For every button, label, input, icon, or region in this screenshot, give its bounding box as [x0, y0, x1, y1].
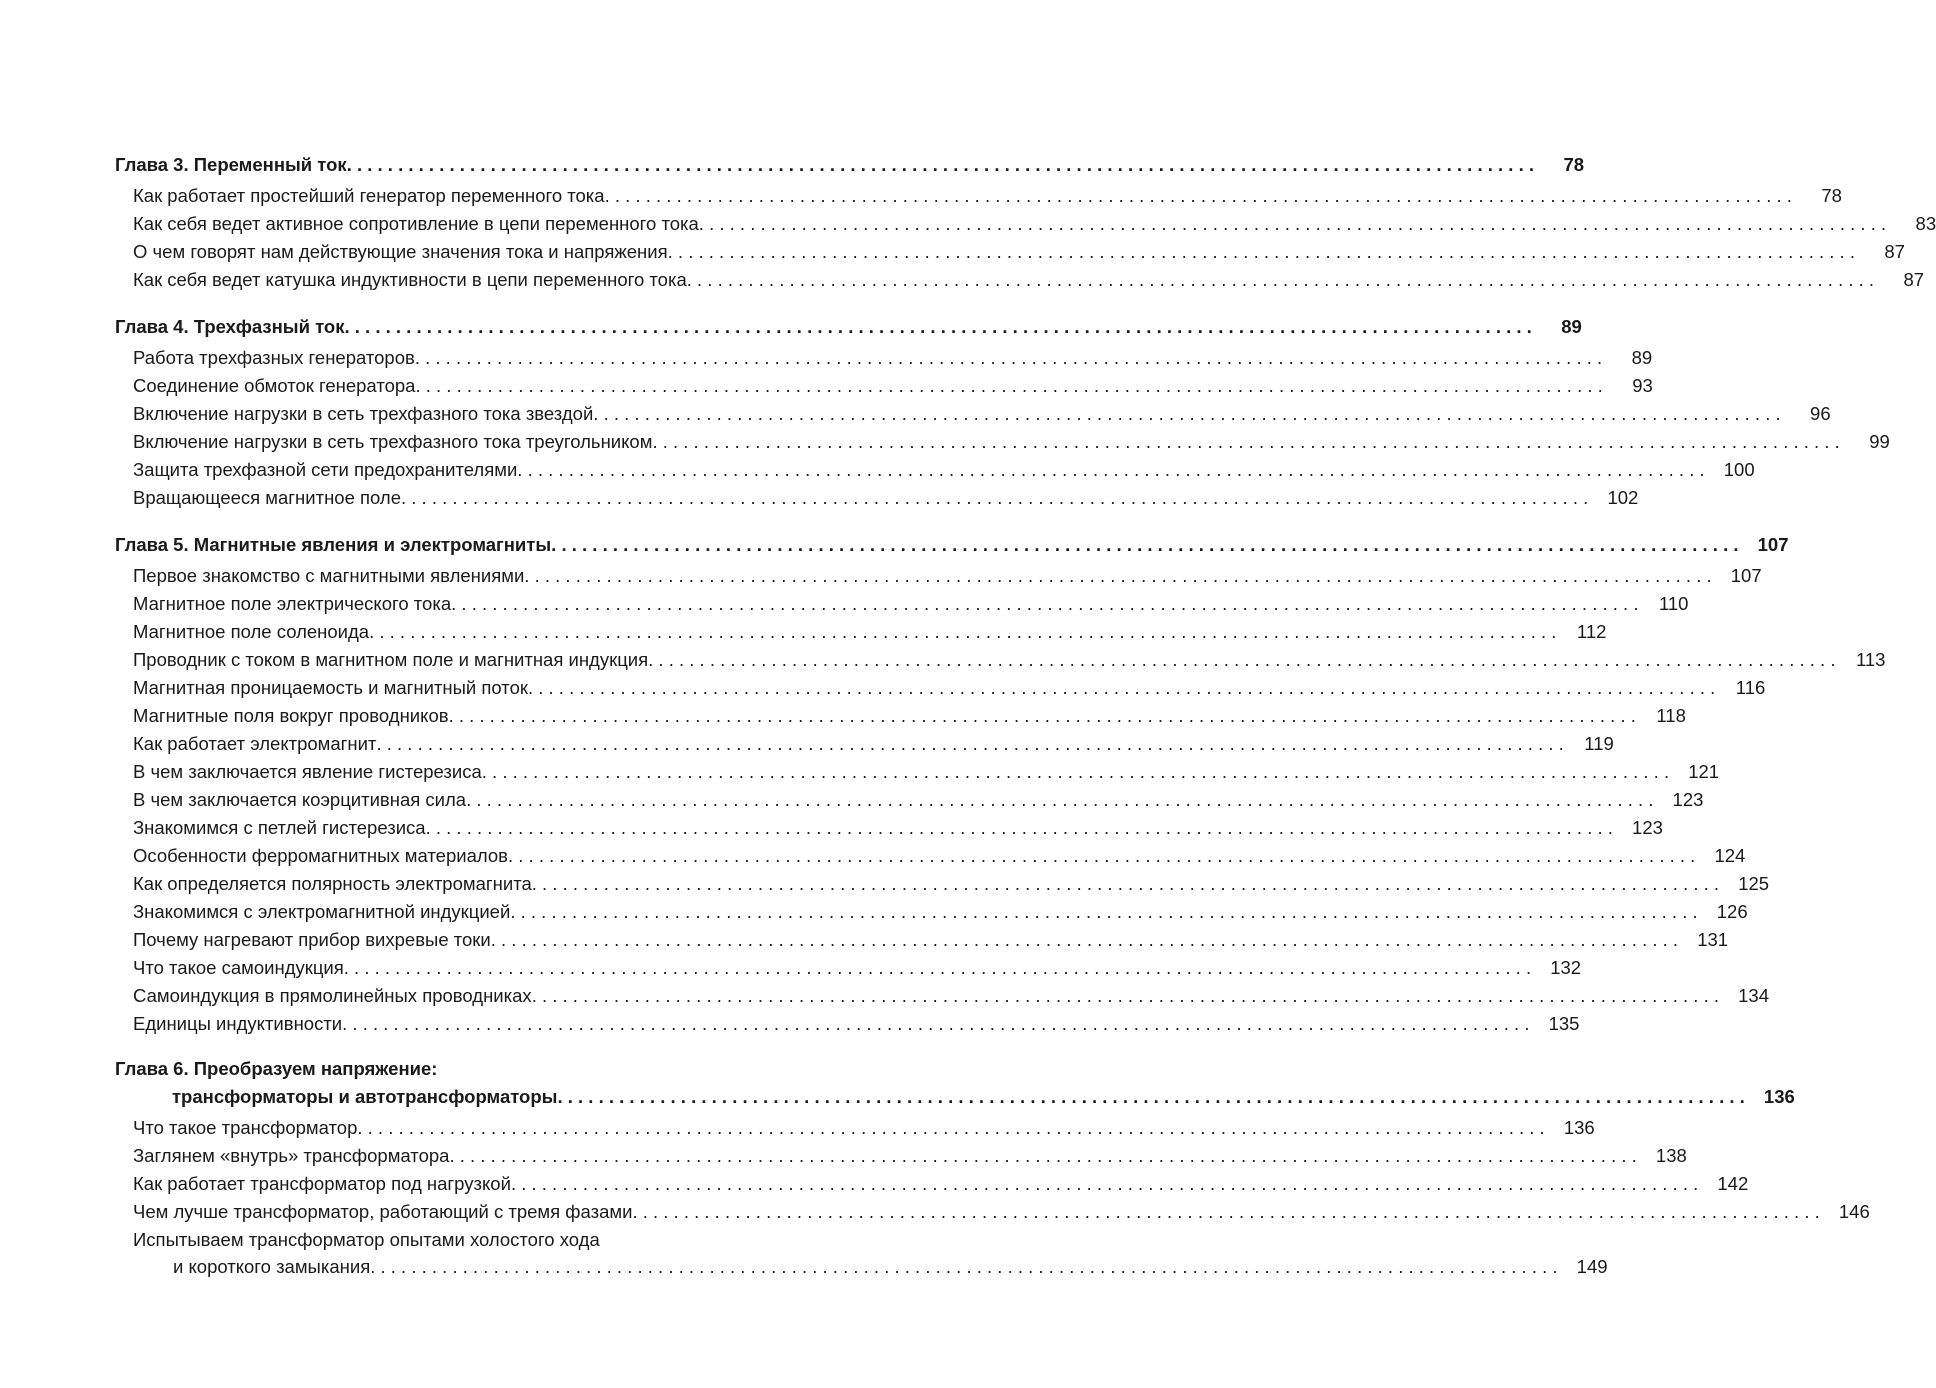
toc-entry-page: 93 — [1632, 375, 1653, 396]
toc-entry — [115, 898, 1748, 926]
dot-leader — [482, 758, 1669, 786]
toc-entry — [115, 182, 1842, 210]
toc-entry-page: 125 — [1738, 873, 1770, 894]
toc-entry-title: Знакомимся с петлей гистерезиса — [133, 817, 426, 838]
toc-entry — [115, 926, 1729, 954]
chapter-heading-page: 107 — [1757, 534, 1789, 555]
toc-entry-page: 107 — [1730, 565, 1762, 586]
chapter-heading — [115, 1056, 1795, 1112]
dot-leader — [491, 926, 1678, 954]
toc-entry — [115, 786, 1704, 814]
dot-leader — [593, 400, 1780, 428]
dot-leader — [451, 590, 1638, 618]
chapter-heading-title: Глава 5. Магнитные явления и электромагниты — [115, 534, 552, 555]
toc-entry-title: Включение нагрузки в сеть трехфазного тока звездой — [133, 403, 594, 424]
chapter-section — [115, 312, 1890, 512]
dot-leader — [415, 344, 1602, 372]
dot-leader — [510, 898, 1697, 926]
toc-entry-page: 102 — [1607, 487, 1639, 508]
toc-entry-title: Магнитное поле электрического тока — [133, 593, 452, 614]
toc-entry-page: 110 — [1658, 593, 1689, 614]
toc-entry-page: 146 — [1838, 1201, 1870, 1222]
toc-entry — [115, 730, 1614, 758]
chapter-section — [115, 1056, 1870, 1280]
toc-entry-page: 78 — [1821, 185, 1842, 206]
chapter-heading-page: 78 — [1563, 154, 1585, 175]
toc-entry-page: 113 — [1855, 649, 1886, 670]
dot-leader — [415, 372, 1602, 400]
toc-entry-title: Заглянем «внутрь» трансформатора — [133, 1145, 450, 1166]
toc-entry — [115, 210, 1936, 238]
toc-entry — [115, 400, 1831, 428]
toc-entry-page: 87 — [1903, 269, 1925, 290]
toc-entry-title: Как работает трансформатор под нагрузкой — [133, 1173, 511, 1194]
chapter-heading-title: Глава 3. Переменный ток — [115, 154, 347, 175]
dot-leader — [524, 562, 1711, 590]
toc-entry-title: Особенности ферромагнитных материалов — [133, 845, 508, 866]
toc-entry-title: Первое знакомство с магнитными явлениями — [133, 565, 525, 586]
dot-leader — [401, 484, 1588, 512]
toc-entry-page: 118 — [1656, 705, 1686, 726]
toc-entry-page: 99 — [1869, 431, 1890, 452]
toc-entry-page: 134 — [1738, 985, 1770, 1006]
toc-entry — [115, 562, 1762, 590]
toc-entry-page: 142 — [1717, 1173, 1749, 1194]
dot-leader — [369, 618, 1556, 646]
dot-leader — [466, 786, 1653, 814]
toc-entry-title: Соединение обмоток генератора — [133, 375, 416, 396]
toc-entry-title: В чем заключается явление гистерезиса — [133, 761, 482, 782]
toc-entry — [115, 1198, 1870, 1226]
dot-leader — [668, 238, 1855, 266]
dot-leader — [652, 428, 1839, 456]
toc-entry — [115, 1142, 1687, 1170]
chapter-heading-title: Глава 4. Трехфазный ток — [115, 316, 345, 337]
toc-entry-page: 100 — [1723, 459, 1755, 480]
toc-entry — [115, 814, 1663, 842]
toc-entry — [115, 618, 1607, 646]
toc-entry — [115, 646, 1886, 674]
dot-leader — [532, 982, 1719, 1010]
toc-entry — [115, 344, 1653, 372]
chapter-section — [115, 530, 1886, 1038]
toc-entry-page: 83 — [1915, 213, 1936, 234]
chapter-heading — [115, 150, 1585, 180]
toc-entry-title: Почему нагревают прибор вихревые токи — [133, 929, 491, 950]
toc-entry-page: 149 — [1576, 1256, 1608, 1277]
toc-entry-title: Магнитное поле соленоида — [133, 621, 370, 642]
chapter-heading — [115, 312, 1582, 342]
dot-leader — [557, 1082, 1744, 1112]
toc-entry-page: 119 — [1584, 733, 1614, 754]
dot-leader — [648, 646, 1835, 674]
toc-entry-title: Что такое трансформатор — [133, 1117, 358, 1138]
toc-entry-title: О чем говорят нам действующие значения тока и напряжения — [133, 241, 668, 262]
toc-entry-title: Как определяется полярность электромагнита — [133, 873, 532, 894]
dot-leader — [426, 814, 1613, 842]
toc-entry-title: Как себя ведет активное сопротивление в цепи переменного тока — [133, 213, 699, 234]
chapter-heading — [115, 530, 1789, 560]
chapter-heading-page: 136 — [1763, 1086, 1795, 1107]
toc-entry-title: Вращающееся магнитное поле — [133, 487, 401, 508]
dot-leader — [687, 266, 1874, 294]
toc-entry-page: 89 — [1631, 347, 1653, 368]
dot-leader — [370, 1254, 1557, 1280]
toc-entry-title: Что такое самоиндукция — [133, 957, 344, 978]
toc-entry-page: 123 — [1672, 789, 1704, 810]
toc-entry — [115, 982, 1770, 1010]
toc-entry-page: 136 — [1563, 1117, 1595, 1138]
toc-entry — [115, 1010, 1580, 1038]
toc-entry-page: 126 — [1716, 901, 1748, 922]
toc-entry — [115, 428, 1890, 456]
toc-entry-title: Чем лучше трансформатор, работающий с тремя фазами — [133, 1201, 633, 1222]
toc-entry — [115, 954, 1582, 982]
toc-entry — [115, 702, 1686, 730]
toc-entry-page: 135 — [1548, 1013, 1580, 1034]
toc-entry — [115, 238, 1905, 266]
dot-leader — [528, 674, 1715, 702]
dot-leader — [449, 702, 1636, 730]
toc-entry — [115, 1254, 1608, 1280]
toc-entry — [115, 266, 1925, 294]
toc-entry — [115, 456, 1755, 484]
dot-leader — [344, 312, 1531, 342]
toc-entry-title: Как себя ведет катушка индуктивности в цепи переменного тока — [133, 269, 687, 290]
chapter-heading — [115, 1082, 1795, 1112]
chapter-section — [115, 150, 1936, 294]
chapter-heading-line: Глава 6. Преобразуем напряжение: — [115, 1058, 438, 1079]
dot-leader — [347, 150, 1534, 180]
dot-leader — [449, 1142, 1636, 1170]
table-of-contents — [115, 150, 1936, 1298]
toc-entry-page: 124 — [1714, 845, 1746, 866]
dot-leader — [517, 456, 1704, 484]
chapter-heading-title: трансформаторы и автотрансформаторы — [172, 1086, 558, 1107]
toc-entry-page: 138 — [1655, 1145, 1687, 1166]
toc-entry-page: 121 — [1688, 761, 1720, 782]
toc-entry-page: 132 — [1550, 957, 1582, 978]
toc-entry-title: Магнитные поля вокруг проводников — [133, 705, 449, 726]
toc-entry-title: Включение нагрузки в сеть трехфазного тока треугольником — [133, 431, 653, 452]
toc-entry-title: Единицы индуктивности — [133, 1013, 343, 1034]
toc-entry-title: Магнитная проницаемость и магнитный поток — [133, 677, 528, 698]
toc-entry-page: 112 — [1576, 621, 1607, 642]
toc-entry-title: Как работает электромагнит — [133, 733, 377, 754]
dot-leader — [511, 1170, 1698, 1198]
dot-leader — [699, 210, 1886, 238]
dot-leader — [632, 1198, 1819, 1226]
toc-entry — [115, 870, 1770, 898]
toc-entry-title: и короткого замыкания — [173, 1256, 371, 1277]
toc-entry-title: В чем заключается коэрцитивная сила — [133, 789, 467, 810]
toc-entry-title: Как работает простейший генератор переменного тока — [133, 185, 605, 206]
toc-entry-title: Самоиндукция в прямолинейных проводниках — [133, 985, 532, 1006]
dot-leader — [342, 1010, 1529, 1038]
dot-leader — [376, 730, 1563, 758]
toc-entry — [115, 758, 1720, 786]
toc-entry-line: Испытываем трансформатор опытами холостого хода — [133, 1229, 600, 1250]
toc-entry-title: Работа трехфазных генераторов — [133, 347, 415, 368]
toc-entry — [115, 372, 1653, 400]
toc-entry-title: Знакомимся с электромагнитной индукцией — [133, 901, 511, 922]
toc-entry — [115, 1114, 1595, 1142]
dot-leader — [551, 530, 1738, 560]
toc-entry — [115, 484, 1639, 512]
dot-leader — [532, 870, 1719, 898]
toc-entry-title: Проводник с током в магнитном поле и магнитная индукция — [133, 649, 649, 670]
dot-leader — [344, 954, 1531, 982]
chapter-heading-page: 89 — [1561, 316, 1582, 337]
toc-entry-page: 131 — [1697, 929, 1729, 950]
dot-leader — [605, 182, 1792, 210]
dot-leader — [357, 1114, 1544, 1142]
toc-entry — [115, 1170, 1749, 1198]
toc-entry-title: Защита трехфазной сети предохранителями — [133, 459, 518, 480]
dot-leader — [508, 842, 1695, 870]
toc-entry-page: 96 — [1810, 403, 1831, 424]
toc-entry — [115, 590, 1689, 618]
toc-entry-page: 87 — [1884, 241, 1905, 262]
toc-entry-page: 123 — [1632, 817, 1663, 838]
toc-entry-page: 116 — [1735, 677, 1766, 698]
toc-entry — [115, 842, 1746, 870]
toc-entry — [115, 674, 1766, 702]
